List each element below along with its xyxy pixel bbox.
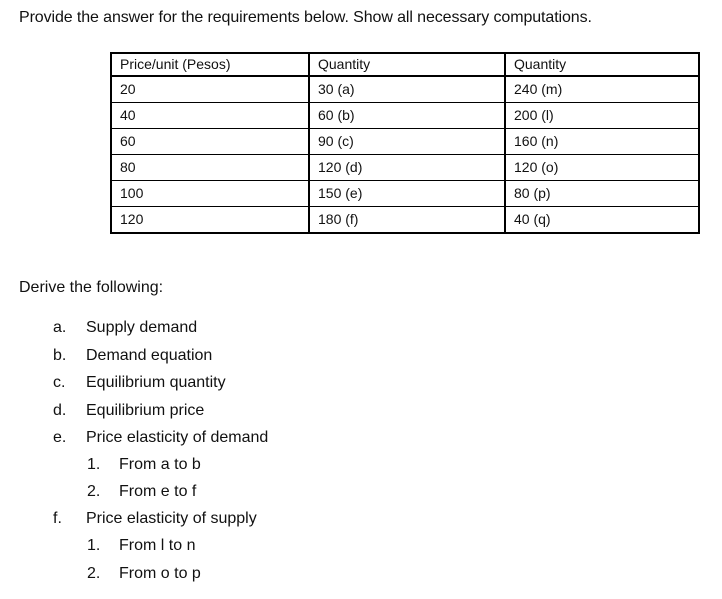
list-text: From o to p (119, 565, 201, 582)
header-price: Price/unit (Pesos) (111, 53, 309, 76)
list-text: From e to f (119, 483, 197, 500)
table-row (111, 155, 699, 181)
list-text: From l to n (119, 537, 196, 554)
table-row (111, 76, 699, 103)
list-text: Demand equation (86, 347, 213, 364)
list-marker: f. (53, 510, 62, 527)
list-marker: a. (53, 319, 67, 336)
list-marker: b. (53, 347, 67, 364)
demand-cell: 160 (n) (505, 129, 699, 155)
list-marker: 2. (87, 483, 101, 500)
header-quantity-supply: Quantity (309, 53, 505, 76)
list-text: Price elasticity of supply (86, 510, 257, 527)
demand-cell: 40 (q) (505, 207, 699, 234)
instruction-text: Provide the answer for the requirements below. Show all necessary computations. (19, 9, 592, 26)
header-quantity-demand: Quantity (505, 53, 699, 76)
list-marker: c. (53, 374, 66, 391)
demand-cell: 240 (m) (505, 76, 699, 103)
list-marker: 2. (87, 565, 101, 582)
price-cell: 120 (111, 207, 309, 234)
supply-cell: 30 (a) (309, 76, 505, 103)
price-cell: 20 (111, 76, 309, 103)
table-row (111, 207, 699, 234)
table-header-row (111, 53, 699, 76)
price-cell: 40 (111, 103, 309, 129)
price-cell: 100 (111, 181, 309, 207)
list-marker: d. (53, 402, 67, 419)
price-cell: 80 (111, 155, 309, 181)
list-marker: 1. (87, 456, 101, 473)
list-text: Equilibrium price (86, 402, 205, 419)
list-text: Equilibrium quantity (86, 374, 226, 391)
demand-cell: 120 (o) (505, 155, 699, 181)
supply-cell: 120 (d) (309, 155, 505, 181)
price-quantity-table (110, 52, 700, 234)
supply-cell: 90 (c) (309, 129, 505, 155)
derive-heading: Derive the following: (19, 279, 164, 296)
list-marker: e. (53, 429, 67, 446)
table-row (111, 103, 699, 129)
price-cell: 60 (111, 129, 309, 155)
demand-cell: 200 (l) (505, 103, 699, 129)
list-text: Supply demand (86, 319, 198, 336)
list-marker: 1. (87, 537, 101, 554)
table-row (111, 129, 699, 155)
table-row (111, 181, 699, 207)
supply-cell: 60 (b) (309, 103, 505, 129)
supply-cell: 150 (e) (309, 181, 505, 207)
demand-cell: 80 (p) (505, 181, 699, 207)
list-text: From a to b (119, 456, 201, 473)
list-text: Price elasticity of demand (86, 429, 269, 446)
supply-cell: 180 (f) (309, 207, 505, 234)
